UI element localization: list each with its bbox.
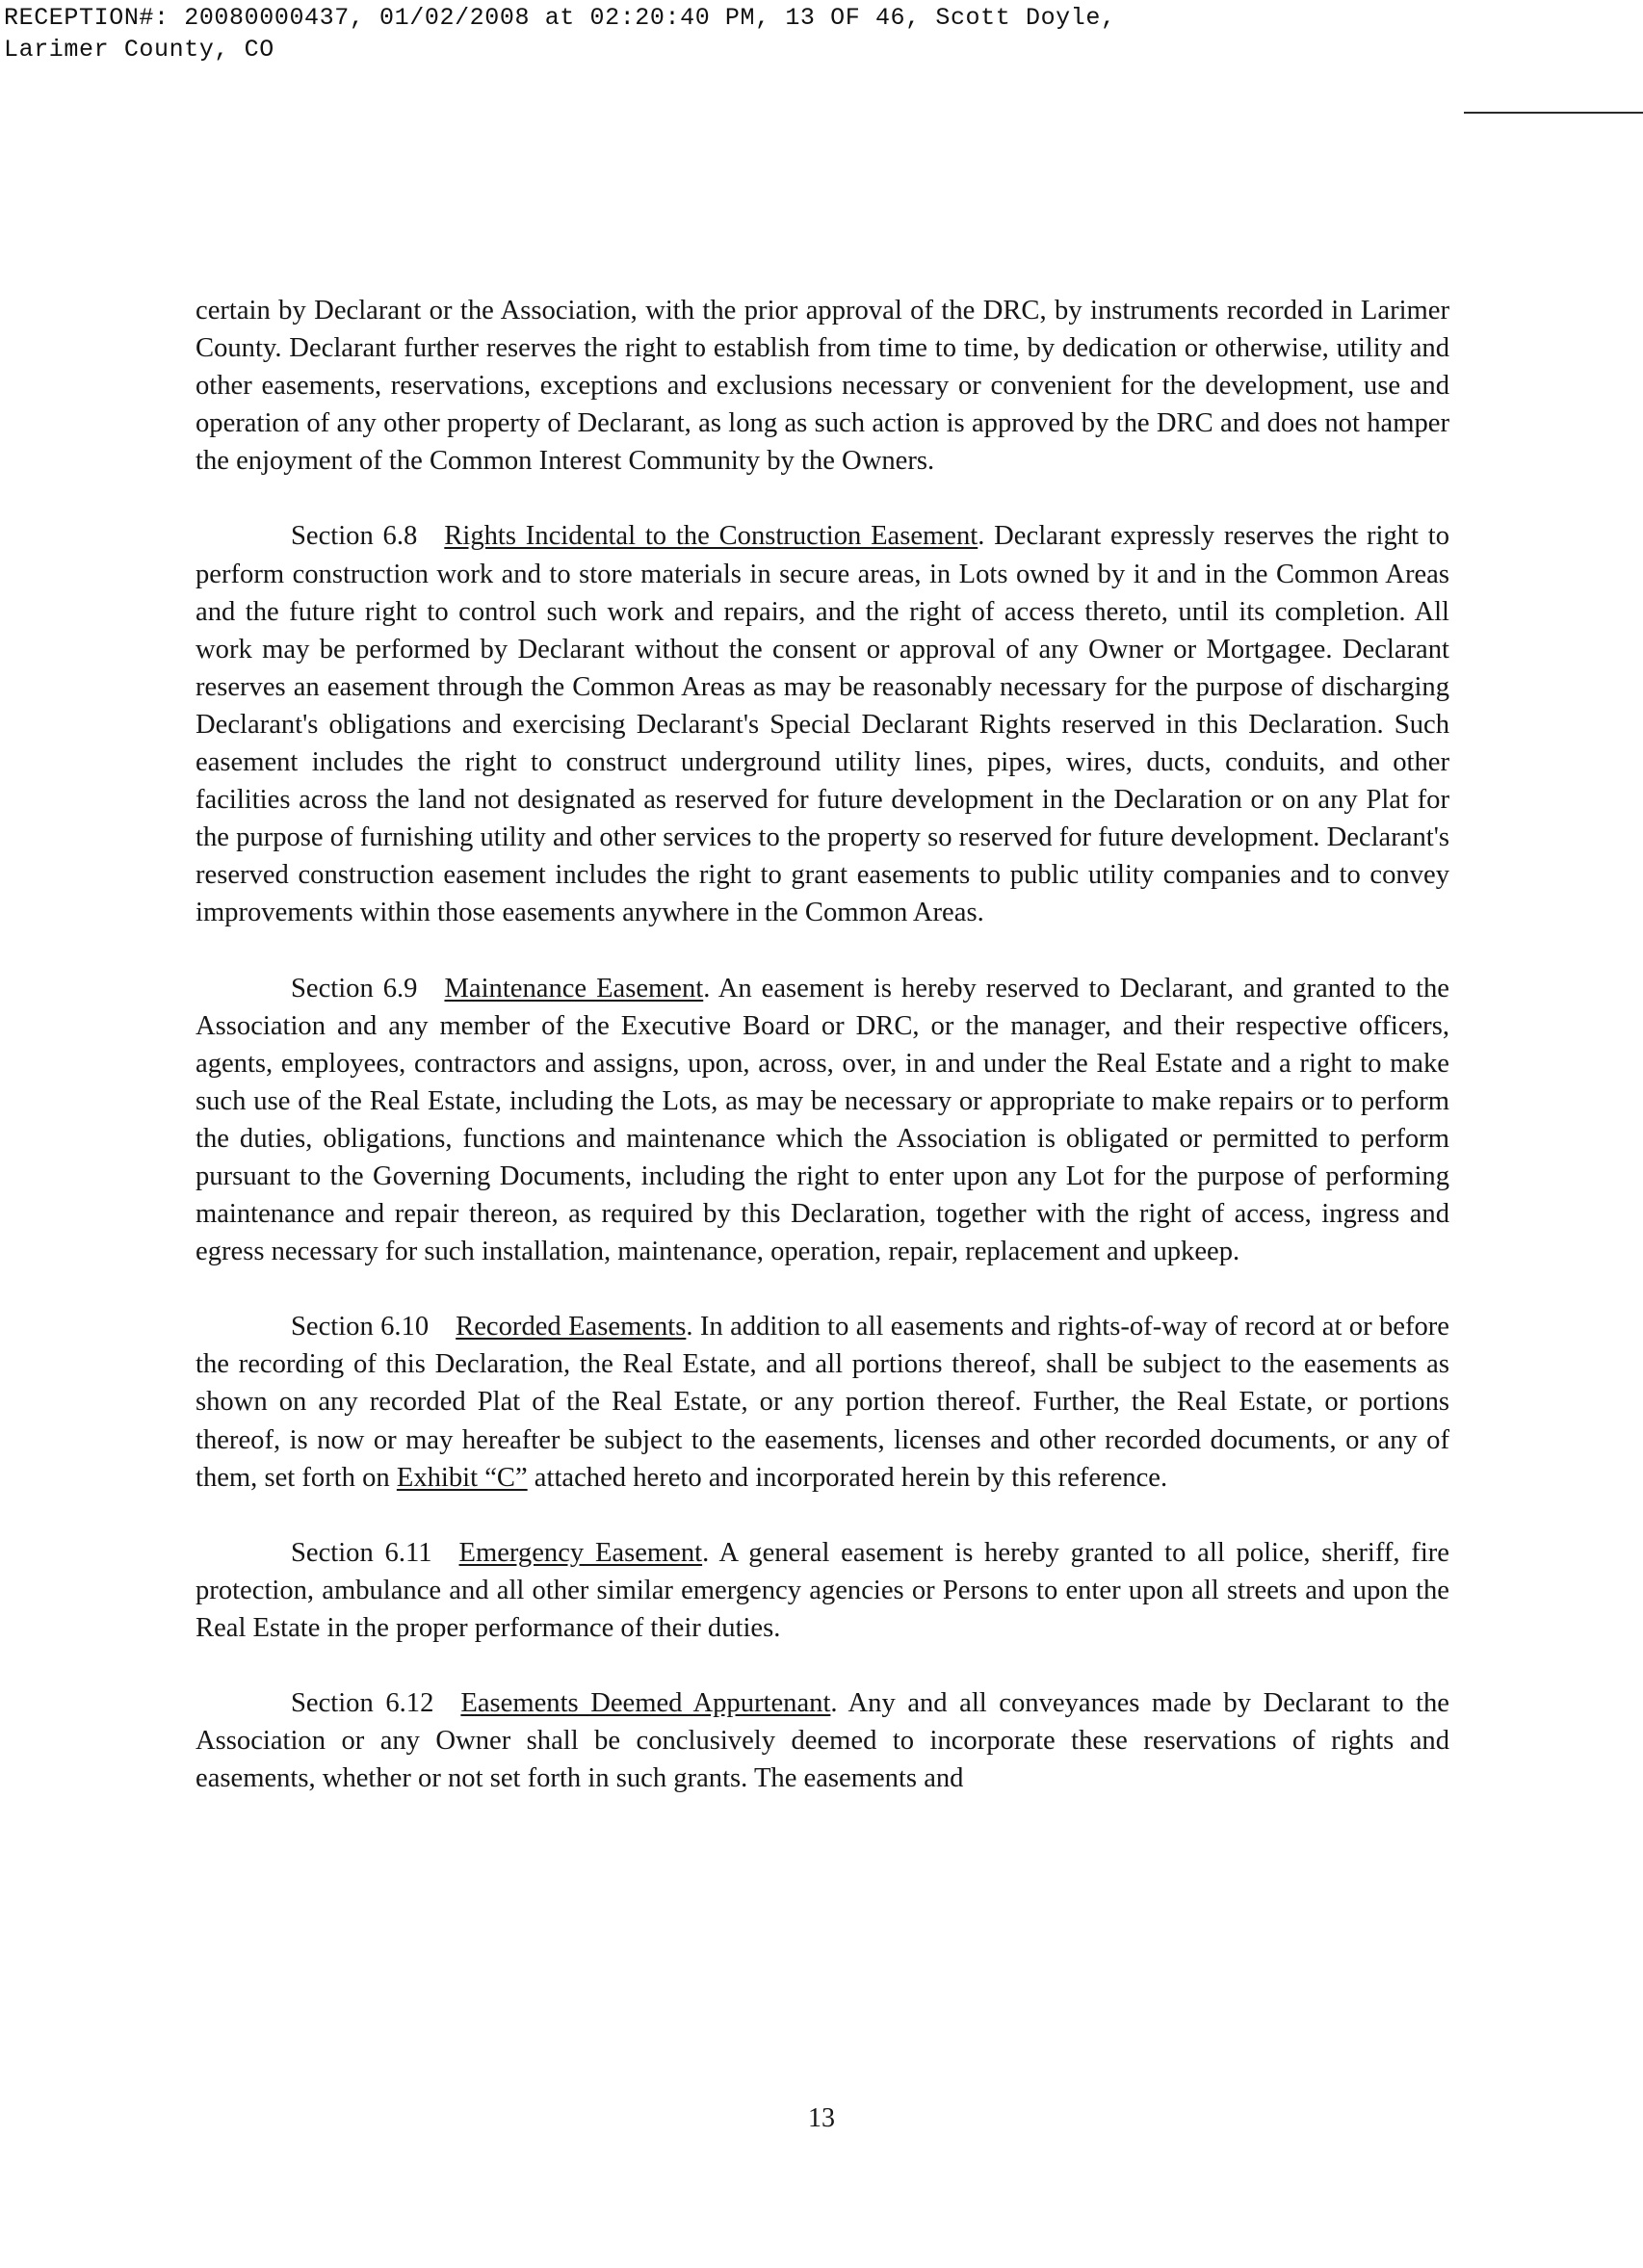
section-6-10	[196, 1308, 1449, 1496]
recording-header-line-2: Larimer County, CO	[4, 36, 274, 64]
section-6-12	[196, 1684, 1449, 1797]
section-6-11-text: . A general easement is hereby granted to all police, sheriff, fire protection, ambulance and all other similar emergency agencies or Persons to enter upon all streets and upon the Real Estate in the proper performance of their duties.	[196, 1537, 1449, 1643]
section-6-11-title: Emergency Easement	[458, 1537, 703, 1568]
section-6-9-title: Maintenance Easement	[444, 973, 704, 1004]
section-6-10-number: Section 6.10	[291, 1312, 430, 1343]
section-6-11	[196, 1534, 1449, 1647]
document-body	[196, 292, 1449, 1835]
section-6-9	[196, 970, 1449, 1271]
recording-header-line-1: RECEPTION#: 20080000437, 01/02/2008 at 02:20:40 PM, 13 OF 46, Scott Doyle,	[4, 4, 1116, 32]
section-6-9-text: . An easement is hereby reserved to Declarant, and granted to the Association and any member of the Executive Board or DRC, or the manager, and their respective officers, agents, employees, contractors and assigns, upon, across, over, in and under the Real Estate and a right to make such use of the Real Estate, including the Lots, as may be necessary or appropriate to make repairs or to perform the duties, obligations, functions and maintenance which the Association is obligated or permitted to perform pursuant to the Governing Documents, including the right to enter upon any Lot for the purpose of performing maintenance and repair thereon, as required by this Declaration, together with the right of access, ingress and egress necessary for such installation, maintenance, operation, repair, replacement and upkeep.	[196, 973, 1449, 1267]
section-6-11-number: Section 6.11	[291, 1537, 432, 1568]
exhibit-c-reference: Exhibit “C”	[396, 1462, 528, 1493]
section-6-8-title: Rights Incidental to the Construction Easement	[444, 521, 978, 552]
section-6-8-number: Section 6.8	[291, 521, 418, 552]
section-6-12-text: . Any and all conveyances made by Declarant to the Association or any Owner shall be conclusively deemed to incorporate these reservations of rights and easements, whether or not set forth in such grants. The easements and	[196, 1688, 1449, 1794]
section-6-8	[196, 517, 1449, 931]
section-6-10-text-after: attached hereto and incorporated herein by this reference.	[527, 1462, 1168, 1493]
section-6-8-text: . Declarant expressly reserves the right to perform construction work and to store materials in secure areas, in Lots owned by it and in the Common Areas and the future right to control such work and repairs, and the right of access thereto, until its completion. All work may be performed by Declarant without the consent or approval of any Owner or Mortgagee. Declarant reserves an easement through the Common Areas as may be reasonably necessary for the purpose of discharging Declarant's obligations and exercising Declarant's Special Declarant Rights reserved in this Declaration. Such easement includes the right to construct underground utility lines, pipes, wires, ducts, conduits, and other facilities across the land not designated as reserved for future development in the Declaration or on any Plat for the purpose of furnishing utility and other services to the property so reserved for future development. Declarant's reserved construction easement includes the right to grant easements to public utility companies and to convey improvements within those easements anywhere in the Common Areas.	[196, 521, 1449, 928]
paragraph-continued: certain by Declarant or the Association, with the prior approval of the DRC, by instruments recorded in Larimer County. Declarant further reserves the right to establish from time to time, by dedication or otherwise, utility and other easements, reservations, exceptions and exclusions necessary or convenient for the development, use and operation of any other property of Declarant, as long as such action is approved by the DRC and does not hamper the enjoyment of the Common Interest Community by the Owners.	[196, 296, 1449, 477]
section-6-12-title: Easements Deemed Appurtenant	[460, 1688, 831, 1718]
page-number: 13	[808, 2103, 835, 2133]
scan-mark-line	[1464, 112, 1643, 114]
section-6-10-text: . In addition to all easements and rights-of-way of record at or before the recording of this Declaration, the Real Estate, and all portions thereof, shall be subject to the easements as shown on any recorded Plat of the Real Estate, or any portion thereof. Further, the Real Estate, or portions thereof, is now or may hereafter be subject to the easements, licenses and other recorded documents, or any of them, set forth on	[196, 1312, 1449, 1493]
section-6-10-title: Recorded Easements	[456, 1312, 687, 1343]
section-6-9-number: Section 6.9	[291, 973, 418, 1004]
recording-header	[4, 2, 1116, 65]
section-6-12-number: Section 6.12	[291, 1688, 434, 1718]
